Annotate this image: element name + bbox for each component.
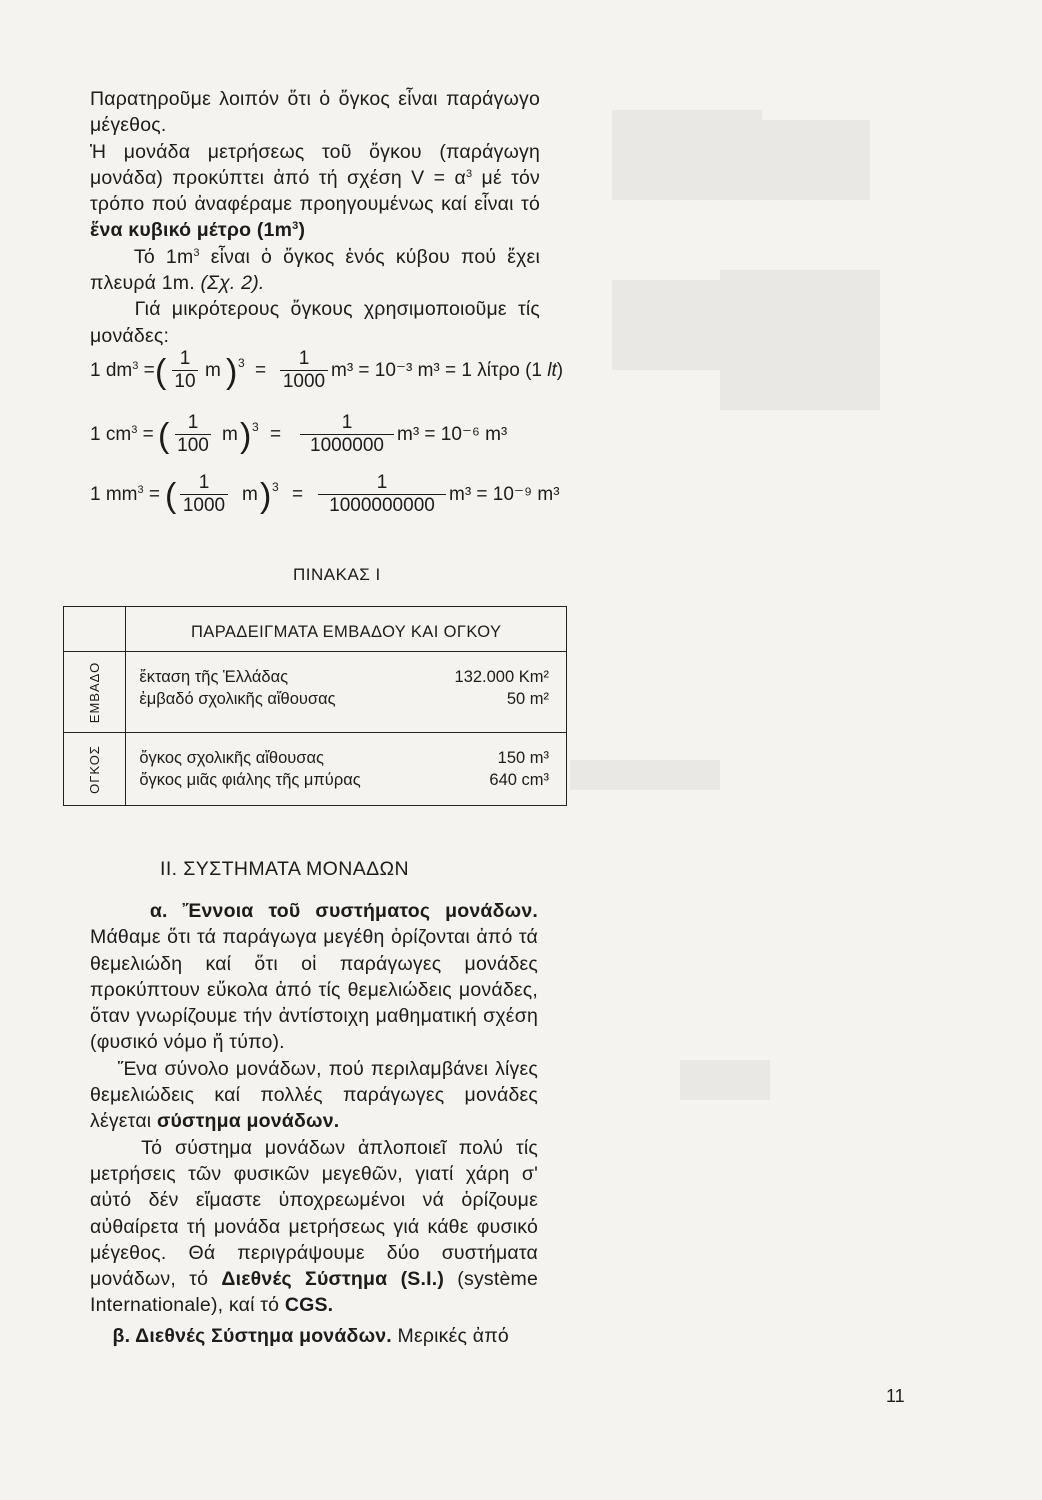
bleed-through-block — [570, 760, 720, 790]
unit: m — [242, 484, 258, 505]
text-line: Τό 1m — [133, 245, 194, 268]
row-item: ἐμβαδό σχολικῆς αἴθουσας — [139, 690, 336, 708]
table-header: ΠΑΡΑΔΕΙΓΜΑΤΑ ΕΜΒΑΔΟΥ ΚΑΙ ΟΓΚΟΥ — [126, 607, 567, 652]
paragraph — [90, 1135, 538, 1319]
table-header-row — [64, 607, 567, 652]
paragraph — [90, 1323, 538, 1349]
subsection-heading: β. Διεθνές Σύστημα μονάδων. — [112, 1324, 392, 1347]
paragraph — [90, 86, 540, 139]
formula-rhs: m³ = 10⁻³ m³ = 1 λίτρο (1 — [331, 360, 548, 381]
bleed-through-block — [680, 1060, 770, 1100]
open-paren: ( — [165, 477, 177, 515]
paragraph — [90, 296, 540, 349]
bleed-through-block — [760, 120, 870, 200]
superscript: 3 — [193, 246, 200, 259]
group-label: ΟΓΚΟΣ — [87, 744, 103, 794]
figure-reference: (Σχ. 2). — [200, 272, 265, 295]
group-label-cell — [64, 652, 126, 733]
text-line: Ἡ μονάδα μετρήσεως τοῦ ὄγκου (παράγωγη μονάδα) προκύπτει ἀπό τή σχέση V = α — [90, 140, 540, 189]
row-item: ὄγκος μιᾶς φιάλης τῆς μπύρας — [139, 771, 361, 789]
section-text — [90, 898, 538, 1349]
section-title: ΙΙ. ΣΥΣΤΗΜΑΤΑ ΜΟΝΑΔΩΝ — [160, 858, 409, 880]
bold-term-end: ) — [298, 219, 306, 242]
row-value: 132.000 Km² — [454, 668, 549, 686]
formula-rhs-end: ) — [556, 360, 564, 381]
bleed-through-block — [612, 280, 722, 370]
group-label-cell — [64, 733, 126, 806]
row-item: ὄγκος σχολικῆς αἴθουσας — [139, 749, 324, 767]
fraction: $\frac{1}{1000}$ — [180, 472, 228, 517]
table-row — [127, 747, 565, 769]
intro-text — [90, 86, 540, 349]
bold-term: σύστημα μονάδων. — [156, 1110, 340, 1133]
row-value: 150 m³ — [497, 749, 549, 767]
table-row — [127, 769, 565, 791]
paragraph — [90, 898, 538, 1056]
group-content — [126, 652, 567, 733]
bleed-through-block — [612, 110, 762, 200]
text-line: Γιά μικρότερους ὄγκους χρησιμοποιοῦμε τίς μονάδες: — [90, 298, 540, 347]
formula-lhs: 1 dm — [90, 360, 133, 381]
table-group-volume — [64, 733, 567, 806]
close-paren: ) — [226, 353, 238, 391]
fraction: $\frac{1}{1000000}$ — [300, 412, 394, 457]
fraction: $\frac{1}{100}$ — [175, 412, 211, 457]
bold-term: Διεθνές Σύστημα (S.I.) — [221, 1268, 445, 1291]
paragraph — [90, 244, 540, 297]
formula-lhs: 1 cm — [90, 424, 132, 445]
open-paren: ( — [158, 417, 170, 455]
table-row — [127, 688, 565, 710]
formula-lhs: 1 mm — [90, 484, 138, 505]
fraction: $\frac{1}{1000}$ — [280, 348, 328, 393]
text-line: Μερικές ἀπό — [391, 1324, 509, 1347]
page-number: 11 — [886, 1386, 905, 1406]
unit: m — [222, 424, 238, 445]
bold-term: ἕνα κυβικό μέτρο (1m — [90, 219, 293, 242]
superscript: 3 — [465, 167, 473, 180]
corner-cell — [64, 607, 126, 652]
text-line: Τό σύστημα μονάδων ἀπλοποιεῖ πολύ τίς μετρήσεις τῶν φυσικῶν μεγεθῶν, γιατί χάρη σ' αὐτό δέν εἴμαστε ὑποχρεωμένοι νά ὁρίζουμε αὐθαίρετα τή μονάδα μετρήσεως γιά κάθε φυσικό μέγεθος. Θά περιγράψουμε δύο συστήματα μονάδων, τό — [90, 1136, 538, 1291]
close-paren: ) — [260, 477, 272, 515]
formula-rhs: m³ = 10⁻⁹ m³ — [449, 484, 560, 505]
text-line: Παρατηροῦμε λοιπόν ὅτι ὁ ὄγκος εἶναι παράγωγο μέγεθος. — [90, 88, 540, 137]
paragraph — [90, 139, 540, 244]
table-row — [127, 666, 565, 688]
text-line: (système Internationale), καί τό — [90, 1268, 538, 1317]
group-label: ΕΜΒΑΔΟ — [87, 661, 103, 723]
text-line: Μάθαμε ὅτι τά παράγωγα μεγέθη ὁρίζονται ἀπό τά θεμελιώδη καί ὅτι οἱ παράγωγες μονάδες προκύπτουν εὔκολα ἀπό τίς θεμελιώδεις μονάδες, ὅταν γνωρίζουμε τήν ἀντίστοιχη μαθηματική σχέση (φυσικό νόμο ἤ τύπο). — [90, 926, 538, 1054]
unit: m — [205, 360, 221, 381]
superscript: 3 — [292, 220, 299, 233]
close-paren: ) — [240, 417, 252, 455]
row-item: ἔκταση τῆς Ἑλλάδας — [139, 668, 289, 686]
paragraph — [90, 1056, 538, 1135]
book-page: Παρατηροῦμε λοιπόν ὅτι ὁ ὄγκος εἶναι παράγωγο μέγεθος. Ἡ μονάδα μετρήσεως τοῦ ὄγκου (παράγωγη μονάδα) προκύπτει ἀπό τή σχέση $V = \alpha^3$ μέ τόν τρόπο πού ἀναφέραμε προηγουμένως καί εἶναι τό ἕνα κυβικό μέτρο $(1m^3)$ Τό $1m^3$ εἶναι ὁ ὄγκος ἑνός κύβου πού ἔχει πλευρά 1m. (Σχ. 2). Γιά μικρότερους ὄγκους χρησιμοποιοῦμε τίς μονάδες: 1 $dm^3$ = ( $\frac{1}{10}$ m ) 3 = $\frac{1}{1000}$ m³ = 10⁻³ m³ = 1 λίτρο (1 lt) 1 $cm^3$ = ( $\frac{1}{100}$ m ) 3 = $\frac{1}{1000000}$ m³ = 10⁻⁶ m³ 1 $mm^3$ = ( $\frac{1}{1000}$ m ) 3 = $\frac{1}{1000000000}$ m³ = 10⁻⁹ m³ ΠΙΝΑΚΑΣ Ι ΠΑΡΑΔΕΙΓΜΑΤΑ ΕΜΒΑΔΟΥ ΚΑΙ ΟΓΚΟΥ ΕΜΒΑΔΟ ἔκταση τῆς Ἑλλάδας 132.000 Km² ἐμβαδό σχολικῆς αἴθουσας 50 m² ΟΓΚΟΣ ὄγκος σχολικῆς αἴθουσας 150 m³ ὄγκος μιᾶς φιάλης τῆς μπύρας 640 cm³ ΙΙ. ΣΥΣΤΗΜΑΤΑ ΜΟΝΑΔΩΝ α. Ἔννοια τοῦ συστήματος μονάδων. Μάθαμε ὅτι τά παράγωγα μεγέθη ὁρίζονται ἀπό τά θεμελιώδη καί ὅτι οἱ παράγωγες μονάδες προκύπτουν εὔκολα ἀπό τίς θεμελιώδεις μονάδες, ὅταν γνωρίζουμε τήν ἀντίστοιχη μαθηματική σχέση (φυσικό νόμο ἤ τύπο). Ἕνα σύνολο μονάδων, πού περιλαμβάνει λίγες θεμελιώδεις καί πολλές παράγωγες μονάδες λέγεται σύστημα μονάδων. Τό σύστημα μονάδων ἀπλοποιεῖ πολύ τίς μετρήσεις τῶν φυσικῶν μεγεθῶν, γιατί χάρη σ' αὐτό δέν εἴμαστε ὑποχρεωμένοι νά ὁρίζουμε αὐθαίρετα τή μονάδα μετρήσεως γιά κάθε φυσικό μέγεθος. Θά περιγράψουμε δύο συστήματα μονάδων, τό Διεθνές Σύστημα (S.I.) (système Internationale), καί τό CGS. β. Διεθνές Σύστημα μονάδων. Μερικές ἀπό 11 — [0, 0, 1042, 1500]
subsection-heading: α. Ἔννοια τοῦ συστήματος μονάδων. — [149, 900, 538, 922]
examples-table — [63, 606, 567, 806]
text-line: μέ τόν τρόπο πού ἀναφέραμε προηγουμένως καί εἶναι τό — [90, 166, 541, 216]
text-line: Ἕνα σύνολο μονάδων, πού περιλαμβάνει λίγες θεμελιώδεις καί πολλές παράγωγες μονάδες λέγεται — [90, 1057, 538, 1133]
text-line: εἶναι ὁ ὄγκος ἑνός κύβου πού ἔχει πλευρά 1m. — [90, 245, 540, 295]
table-group-area — [64, 652, 567, 733]
fraction: $\frac{1}{1000000000}$ — [318, 472, 446, 517]
unit-abbrev: lt — [547, 360, 557, 381]
bleed-through-block — [720, 270, 880, 410]
table-caption: ΠΙΝΑΚΑΣ Ι — [293, 565, 381, 584]
fraction: $\frac{1}{10}$ — [172, 348, 198, 393]
bold-term: CGS. — [284, 1294, 334, 1317]
group-content — [126, 733, 567, 806]
formula-rhs: m³ = 10⁻⁶ m³ — [397, 424, 508, 445]
row-value: 640 cm³ — [489, 771, 549, 789]
row-value: 50 m² — [506, 690, 549, 708]
open-paren: ( — [155, 353, 167, 391]
